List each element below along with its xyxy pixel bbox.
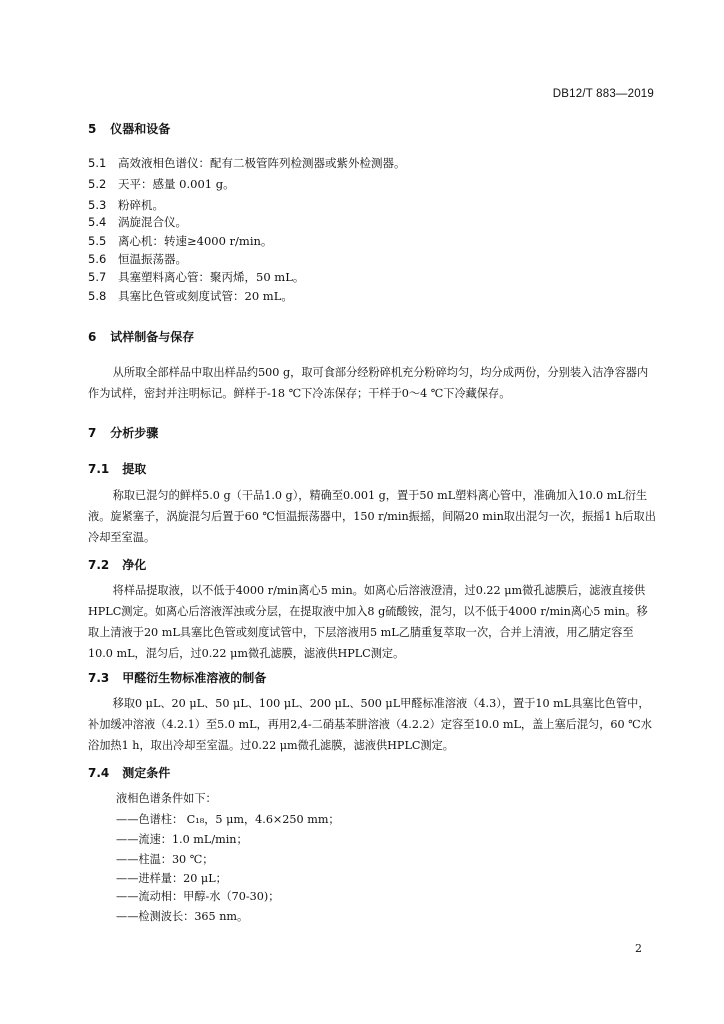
item-text: 涡旋混合仪。 [118, 215, 187, 229]
list-item [88, 214, 187, 230]
section-6-heading [88, 328, 194, 345]
paragraph-text: 将样品提取液，以不低于4000 r/min离心5 min。如离心后溶液澄清，过0.22 μm微孔滤膜后，滤液直接供HPLC测定。如离心后溶液浑浊或分层，在提取液中加入8 g硫酸铵，混匀，以不低于4000 r/min离心5 min。移取上清液于20 mL具塞比色管或刻度试管中，下层溶液用5 mL乙腈重复萃取一次，合并上清液，用乙腈定容至10.0 mL，混匀后，过0.22 μm微孔滤膜，滤液供HPLC测定。 [88, 584, 648, 660]
subsection-7-3-heading [88, 669, 266, 686]
subsection-7-1-paragraph [88, 485, 656, 548]
subsection-title: 净化 [122, 558, 147, 572]
subsection-title: 甲醛衍生物标准溶液的制备 [122, 671, 267, 685]
section-5-heading [88, 120, 170, 137]
subsection-7-2-paragraph [88, 580, 656, 664]
item-number: 5.6 [88, 252, 107, 266]
section-title: 仪器和设备 [110, 122, 171, 136]
section-number: 5 [88, 122, 97, 136]
section-7-heading [88, 424, 158, 441]
paragraph-text: 称取已混匀的鲜样5.0 g（干品1.0 g），精确至0.001 g，置于50 mL塑料离心管中，准确加入10.0 mL衍生液。旋紧塞子，涡旋混匀后置于60 ℃恒温振荡器中，150 r/min振摇，间隔20 min取出混匀一次，振摇1 h后取出冷却至室温。 [88, 489, 656, 544]
condition-line: ——柱温：30 ℃； [116, 853, 214, 866]
item-text: 恒温振荡器。 [118, 252, 187, 266]
item-text: 天平：感量 0.001 g。 [118, 177, 235, 191]
subsection-7-3-paragraph [88, 693, 656, 756]
subsection-7-1-heading [88, 460, 146, 477]
condition-line: ——流动相：甲醇-水（70-30)； [116, 890, 280, 903]
condition-line: ——流速：1.0 mL/min； [116, 833, 248, 846]
item-text: 具塞比色管或刻度试管：20 mL。 [118, 289, 293, 303]
condition-line: ——检测波长：365 nm。 [116, 910, 249, 923]
item-number: 5.8 [88, 289, 107, 303]
page-number: 2 [635, 942, 642, 955]
list-item [88, 288, 293, 304]
subsection-number: 7.1 [88, 462, 110, 476]
list-item [88, 233, 272, 249]
paragraph-text: 移取0 μL、20 μL、50 μL、100 μL、200 μL、500 μL甲醛标准溶液（4.3），置于10 mL具塞比色管中，补加缓冲溶液（4.2.1）至5.0 mL，再用2,4-二硝基苯肼溶液（4.2.2）定容至10.0 mL，盖上塞后混匀，60 ℃水浴加热1 h，取出冷却至室温。过0.22 μm微孔滤膜，滤液供HPLC测定。 [88, 697, 652, 752]
item-number: 5.3 [88, 198, 107, 212]
item-text: 离心机：转速≥4000 r/min。 [118, 234, 273, 248]
subsection-7-2-heading [88, 556, 146, 573]
list-item [88, 251, 187, 267]
item-number: 5.7 [88, 270, 107, 284]
section-6-paragraph [88, 362, 656, 404]
item-text: 高效液相色谱仪：配有二极管阵列检测器或紫外检测器。 [118, 156, 406, 170]
condition-line: ——色谱柱： C₁₈，5 μm，4.6×250 mm； [116, 813, 340, 826]
condition-line: ——进样量：20 μL； [116, 872, 227, 885]
list-item [88, 269, 304, 285]
subsection-7-4-heading [88, 764, 170, 781]
subsection-title: 提取 [122, 462, 147, 476]
conditions-intro: 液相色谱条件如下： [116, 792, 217, 805]
subsection-number: 7.2 [88, 558, 110, 572]
list-item [88, 176, 235, 192]
section-number: 7 [88, 426, 97, 440]
subsection-number: 7.4 [88, 766, 110, 780]
item-text: 粉碎机。 [118, 198, 164, 212]
section-title: 分析步骤 [110, 426, 159, 440]
item-number: 5.5 [88, 234, 107, 248]
item-number: 5.1 [88, 156, 107, 170]
item-text: 具塞塑料离心管：聚丙烯，50 mL。 [118, 270, 305, 284]
paragraph-text: 从所取全部样品中取出样品约500 g，取可食部分经粉碎机充分粉碎均匀，均分成两份，分别装入洁净容器内作为试样，密封并注明标记。鲜样于-18 ℃下冷冻保存；干样于0～4 ℃下冷藏保存。 [88, 366, 649, 400]
section-number: 6 [88, 330, 97, 344]
subsection-title: 测定条件 [122, 766, 171, 780]
item-number: 5.2 [88, 177, 107, 191]
section-title: 试样制备与保存 [110, 330, 195, 344]
standard-code-header: DB12/T 883—2019 [552, 88, 654, 100]
list-item [88, 155, 406, 171]
subsection-number: 7.3 [88, 671, 110, 685]
list-item [88, 197, 164, 213]
item-number: 5.4 [88, 215, 107, 229]
